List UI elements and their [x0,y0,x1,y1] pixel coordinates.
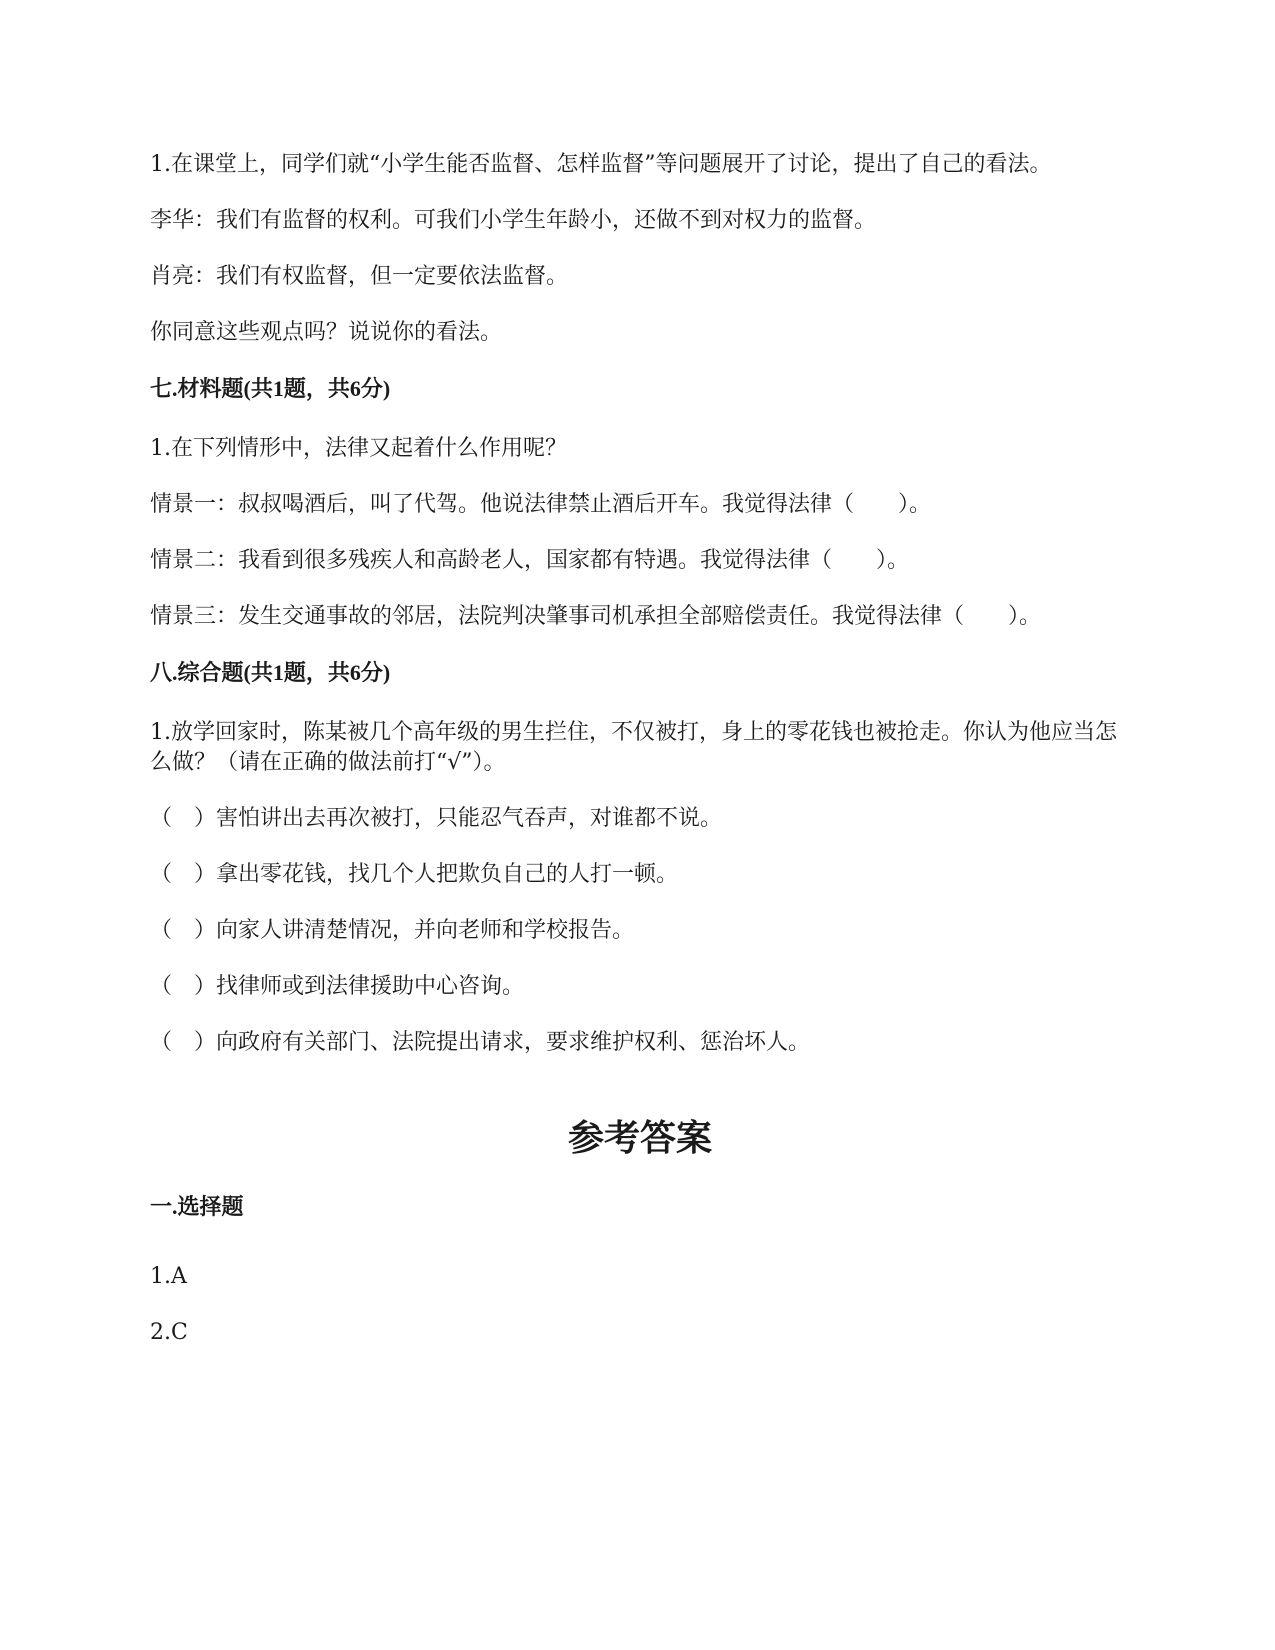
answer-section-heading: 一.选择题 [150,1194,244,1219]
question-text: 1.在下列情形中，法律又起着什么作用呢？ [150,436,567,461]
answer-title: 参考答案 [567,1117,712,1159]
question-text: 1.在课堂上，同学们就“小学生能否监督、怎样监督”等问题展开了讨论，提出了自己的看法。 [150,152,1052,177]
answer-item: 2.C [150,1320,188,1345]
scene-two: 情景二：我看到很多残疾人和高龄老人，国家都有特遇。我觉得法律（ ）。 [150,548,910,573]
option-item: （ ）向政府有关部门、法院提出请求，要求维护权利、惩治坏人。 [150,1030,811,1055]
answer-item: 1.A [150,1264,187,1289]
viewpoint-xiaoliang: 肖亮：我们有权监督，但一定要依法监督。 [150,264,569,289]
document-content [150,150,1130,1374]
section-heading-material: 七.材料题(共1题，共6分) [150,376,391,401]
question-text: 1.放学回家时，陈某被几个高年级的男生拦住，不仅被打，身上的零花钱也被抢走。你认为他应当怎么做？（请在正确的做法前打“√”）。 [150,720,1117,775]
viewpoint-lihua: 李华：我们有监督的权利。可我们小学生年龄小，还做不到对权力的监督。 [150,208,877,233]
option-item: （ ）害怕讲出去再次被打，只能忍气吞声，对谁都不说。 [150,806,723,831]
option-item: （ ）找律师或到法律援助中心咨询。 [150,974,525,999]
scene-one: 情景一：叔叔喝酒后，叫了代驾。他说法律禁止酒后开车。我觉得法律（ ）。 [150,492,932,517]
section-heading-comprehensive: 八.综合题(共1题，共6分) [150,660,391,685]
question-prompt: 你同意这些观点吗？说说你的看法。 [150,320,503,345]
option-item: （ ）向家人讲清楚情况，并向老师和学校报告。 [150,918,635,943]
scene-three: 情景三：发生交通事故的邻居，法院判决肇事司机承担全部赔偿责任。我觉得法律（ ）。 [150,604,1042,629]
option-item: （ ）拿出零花钱，找几个人把欺负自己的人打一顿。 [150,862,679,887]
